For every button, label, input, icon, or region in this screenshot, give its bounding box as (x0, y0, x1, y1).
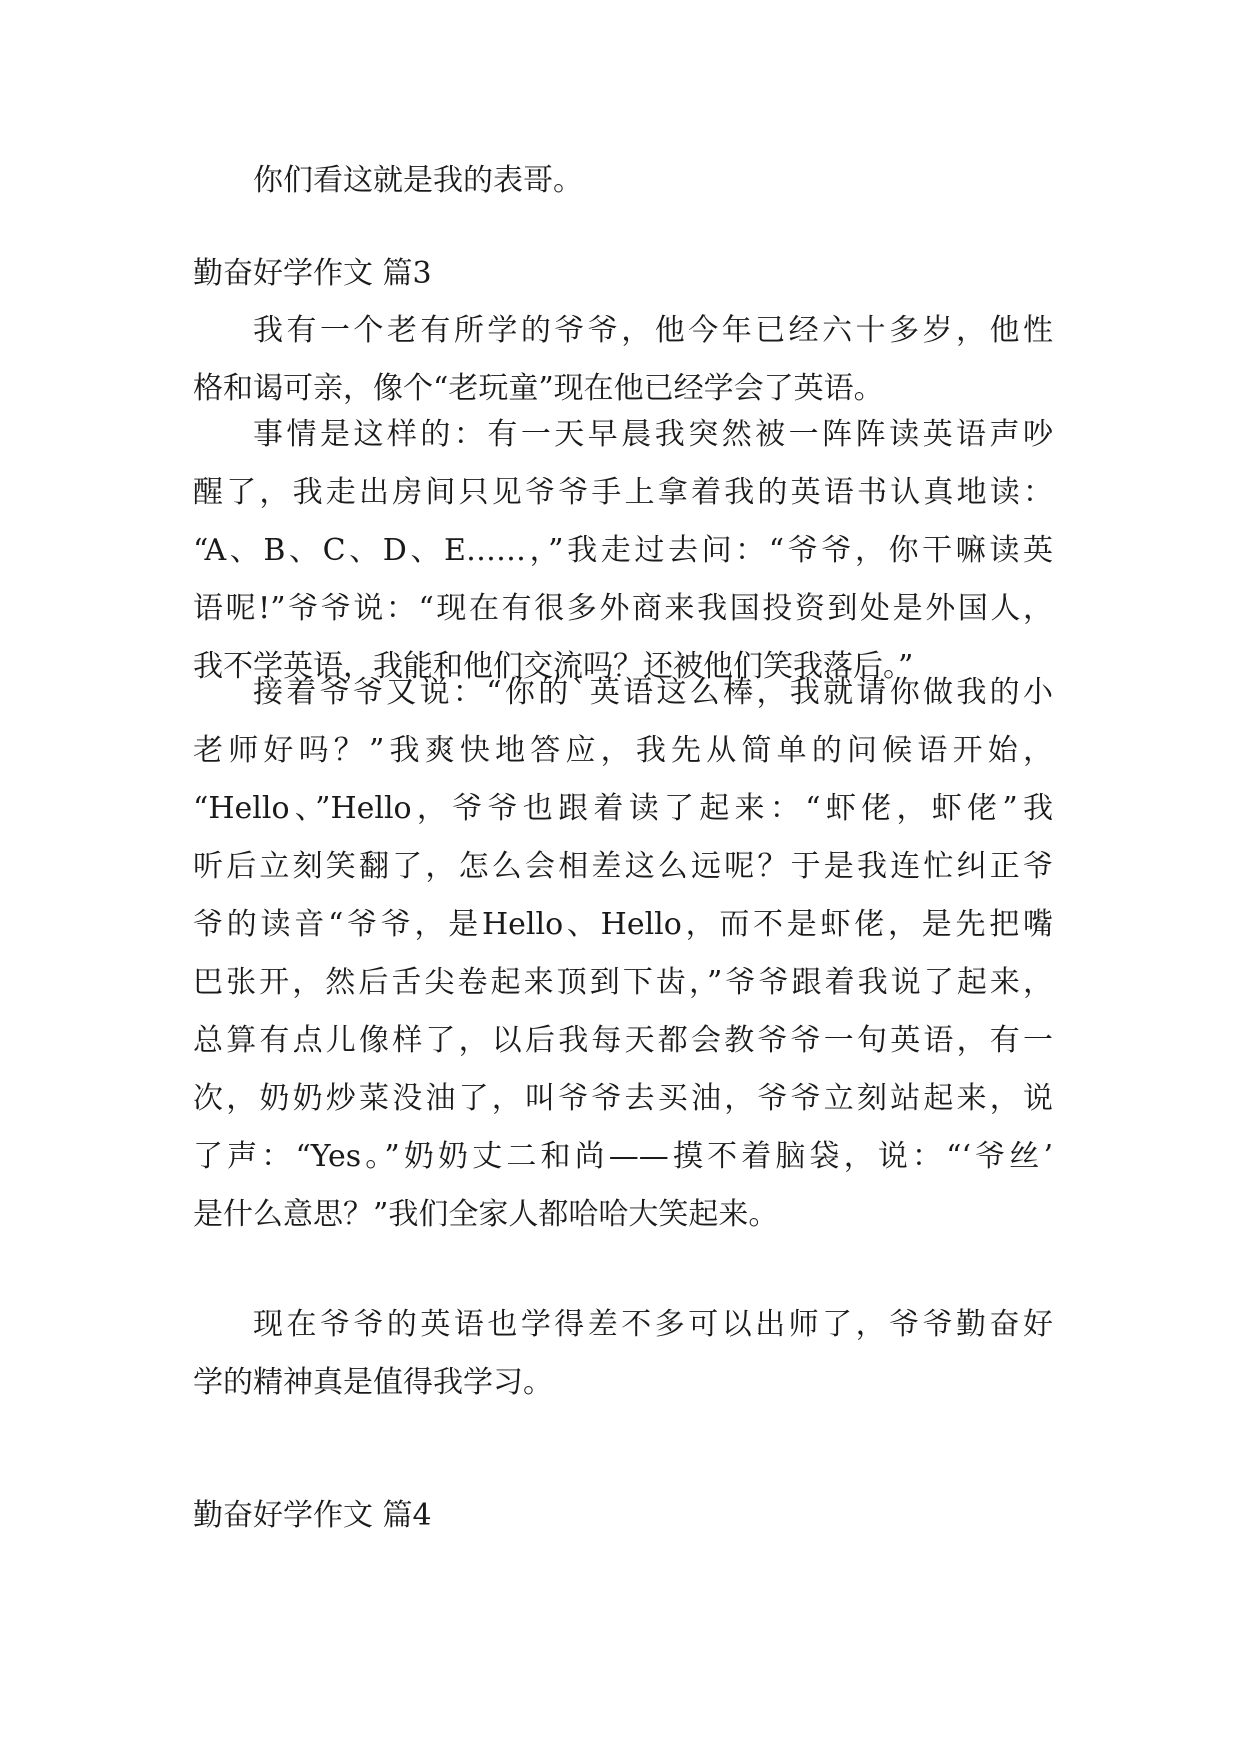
paragraph-line: 爷的读音“爷爷，是Hello、Hello，而不是虾佬，是先把嘴 (193, 907, 1053, 942)
section3-paragraph-3 (193, 664, 1053, 1244)
paragraph-line: 我有一个老有所学的爷爷，他今年已经六十多岁，他性 (253, 313, 1053, 348)
section3-paragraph-4 (193, 1296, 1053, 1412)
paragraph-line: 听后立刻笑翻了，怎么会相差这么远呢？于是我连忙纠正爷 (193, 849, 1053, 884)
paragraph-line: 巴张开，然后舌尖卷起来顶到下齿，”爷爷跟着我说了起来， (193, 965, 1053, 1000)
paragraph-line: 你们看这就是我的表哥。 (253, 163, 583, 198)
paragraph-line: 醒了，我走出房间只见爷爷手上拿着我的英语书认真地读： (193, 475, 1053, 510)
paragraph-line: 总算有点儿像样了，以后我每天都会教爷爷一句英语，有一 (193, 1023, 1053, 1058)
section3-paragraph-2 (193, 406, 1053, 696)
paragraph-line: 接着爷爷又说：“你的`英语这么棒，我就请你做我的小 (253, 675, 1053, 710)
paragraph-line: 现在爷爷的英语也学得差不多可以出师了，爷爷勤奋好 (253, 1307, 1053, 1342)
paragraph-line: 了声：“Yes。”奶奶丈二和尚——摸不着脑袋，说：“‘爷丝’ (193, 1139, 1053, 1174)
paragraph-line: 我不学英语，我能和他们交流吗？还被他们笑我落后。” (193, 649, 914, 684)
paragraph-line: “Hello、”Hello，爷爷也跟着读了起来：“虾佬，虾佬”我 (193, 791, 1053, 826)
paragraph-line: 语呢!”爷爷说：“现在有很多外商来我国投资到处是外国人， (193, 591, 1053, 626)
paragraph-line: “A、B、C、D、E……，”我走过去问：“爷爷，你干嘛读英 (193, 533, 1053, 568)
paragraph-line: 是什么意思？”我们全家人都哈哈大笑起来。 (193, 1197, 779, 1232)
paragraph-line: 事情是这样的：有一天早晨我突然被一阵阵读英语声吵 (253, 417, 1053, 452)
paragraph-line: 学的精神真是值得我学习。 (193, 1365, 553, 1400)
paragraph-line: 次，奶奶炒菜没油了，叫爷爷去买油，爷爷立刻站起来，说 (193, 1081, 1053, 1116)
intro-paragraph (193, 152, 1053, 210)
section-heading-3: 勤奋好学作文 篇3 (193, 256, 432, 291)
paragraph-line: 格和谒可亲，像个“老玩童”现在他已经学会了英语。 (193, 371, 884, 406)
section-heading-4: 勤奋好学作文 篇4 (193, 1498, 432, 1533)
section3-paragraph-1 (193, 302, 1053, 418)
paragraph-line: 老师好吗？”我爽快地答应，我先从简单的问候语开始， (193, 733, 1053, 768)
